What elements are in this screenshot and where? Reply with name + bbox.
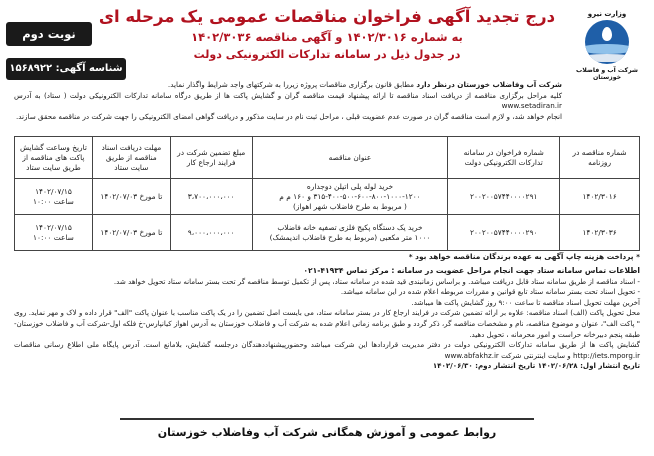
opening-time: ساعت ۱۰:۰۰	[33, 232, 74, 242]
print-cost-note: * پرداخت هزینه چاپ آگهی به عهده برندگان مناقصه خواهد بود *	[408, 252, 640, 261]
abfa-link[interactable]: www.abfakhz.ir	[444, 350, 499, 360]
doc-deadline: تا مورخ ۱۴۰۲/۰۷/۰۳	[92, 179, 170, 215]
intro-text	[14, 80, 562, 122]
col-doc-deadline: مهلت دریافت اسناد مناقصه از طریق سایت ستاد	[92, 137, 170, 179]
tender-title-line: خرید لوله پلی اتیلن دوجداره	[306, 181, 394, 191]
opening-datetime	[15, 179, 93, 215]
col-guarantee: مبلغ تضمین شرکت در فرایند ارجاع کار	[170, 137, 252, 179]
intro-process: کلیه مراحل برگزاری مناقصه از دریافت اسناد مناقصه تا ارائه پیشنهاد قیمت مناقصه گران و گشایش پاکت ها از طریق درگاه سامانه تدارکات الکترونیکی دولت ( ستاد) به آدرس	[14, 90, 562, 100]
info-item: - اسناد مناقصه از طریق سامانه ستاد قابل دریافت میباشد. و براساس زمانبندی قید شده در سامانه ستاد، پس از تکمیل توسط مناقصه گر تحت بستر سامانه ستاد تحویل خواهد شد.	[113, 276, 640, 286]
system-number: ۲۰۰۲۰۰۵۷۴۴۰۰۰۰۲۹۰	[448, 215, 560, 251]
col-open-date: تاریخ وساعت گشایش پاکت های مناقصه از طریق سایت ستاد	[15, 137, 93, 179]
company-name: شرکت آب و فاضلاب خوزستان	[576, 67, 638, 81]
info-item	[14, 340, 640, 361]
notice-id-badge: شناسه آگهی: ۱۵۶۸۹۲۲	[6, 58, 126, 80]
intro-registration: انجام خواهد شد، و لازم است مناقصه گران در صورت عدم عضویت قبلی ، مراحل ثبت نام در سایت مذکور و دریافت گواهی امضای الکترونیکی را جهت شرکت در مناقصه محقق سازند.	[16, 111, 562, 121]
intro-company: شرکت آب وفاضلاب خوزستان درنظر دارد	[416, 80, 562, 89]
doc-deadline: تا مورخ ۱۴۰۲/۰۷/۰۳	[92, 215, 170, 251]
info-item: محل تحویل پاکت (الف) اسناد مناقصه: علاوه بر ارائه تضمین شرکت در فرایند ارجاع کار در بستر سامانه ستاد، می بایست اصل تضمین را در یک پاکت مناسب با عنوان پاکت "الف" قرار داده و لاک و مهر نماید. روی " پاکت الف"، عنوان و موضوع مناقصه، نام و مشخصات مناقصه گر، ذکر گردد و طبق برنامه زمانی اعلام شده به شرکت آب و فاضلاب خوزستان به آدرس اهواز کیانپارس-خ فلکه اول-شرکت آب و فاضلاب خوزستان- طبقه پنجم دبیرخانه حراست و امور محرمانه ، تحویل دهید.	[14, 308, 640, 339]
round-badge: نوبت دوم	[6, 22, 92, 46]
table-row	[15, 179, 640, 215]
ministry-label: وزارت نیرو	[587, 10, 627, 18]
tender-number: ۱۴۰۲/۳۰۱۶	[560, 179, 640, 215]
footer-signature: روابط عمومی و آموزش همگانی شرکت آب وفاضلاب خوزستان	[120, 418, 534, 444]
notice-subtitle-2: در جدول ذیل در سامانه تدارکات الکترونیکی دولت	[193, 48, 461, 61]
col-number: شماره مناقصه در روزنامه	[560, 137, 640, 179]
tender-number: ۱۴۰۲/۳۰۳۶	[560, 215, 640, 251]
notice-headline	[90, 6, 564, 63]
guarantee-amount: ۳،۷۰۰،۰۰۰،۰۰۰	[170, 179, 252, 215]
info-opening-text: گشایش پاکت ها از طریق سامانه تدارکات الکترونیکی دولت در دفتر مدیریت قراردادها این شرکت میباشد وحضورپیشنهاددهندگان درجلسه گشایش، بلامانع است. آدرس پایگاه ملی اطلاع رسانی مناقصات	[14, 340, 640, 350]
col-system-no: شماره فراخوان در سامانه تدارکات الکترونیکی دولت	[448, 137, 560, 179]
publish-dates: تاریخ انتشار اول: ۱۴۰۲/۰۶/۲۸ تاریخ انتشار دوم: ۱۴۰۲/۰۶/۳۰	[432, 361, 640, 371]
table-row	[15, 215, 640, 251]
tender-title	[252, 179, 448, 215]
info-item: - تحویل اسناد تحت بستر سامانه ستاد تابع قوانین و مقررات مربوطه اعلام شده در این سامانه میباشد.	[340, 287, 640, 297]
notice-title: درج تجدید آگهی فراخوان مناقصات عمومی یک مرحله ای	[98, 7, 556, 26]
tender-title-line: ۱۰۰۰ متر مکعبی (مربوط به طرح فاضلاب اندیمشک)	[269, 232, 431, 242]
tender-title	[252, 215, 448, 251]
opening-time: ساعت ۱۰:۰۰	[33, 196, 74, 206]
contact-info	[14, 266, 640, 372]
system-number: ۲۰۰۲۰۰۵۷۴۴۰۰۰۰۲۹۱	[448, 179, 560, 215]
notice-subtitle: به شماره ۱۴۰۲/۳۰۱۶ و آگهی مناقصه ۱۴۰۲/۳۰۳۶	[191, 30, 463, 44]
tenders-table	[14, 136, 640, 251]
table-header-row	[15, 137, 640, 179]
info-opening-mid: و سایت اینترنتی شرکت	[501, 350, 571, 360]
contact-title: اطلاعات تماس سامانه ستاد جهت انجام مراحل عضویت در سامانه : مرکز تماس ۴۱۹۳۴-۰۲۱	[303, 266, 640, 275]
opening-date: ۱۴۰۲/۰۷/۱۵	[35, 186, 72, 196]
opening-date: ۱۴۰۲/۰۷/۱۵	[35, 222, 72, 232]
info-item: آخرین مهلت تحویل اسناد مناقصه تا ساعت ۹:۰۰ روز گشایش پاکت ها میباشد.	[411, 297, 640, 307]
company-logo	[568, 10, 646, 81]
tender-title-line: ۳۱۵-۴۰۰-۵۰۰-۶۰۰-۸۰۰-۱۰۰۰-۱۲۰۰ و ۱۶۰ م م	[279, 191, 421, 201]
tender-title-line: خرید یک دستگاه پکیج فلزی تصفیه خانه فاضلاب	[277, 222, 423, 232]
intro-sentence: مطابق قانون برگزاری مناقصات پروژه زیررا به شرکتهای واجد شرایط واگذار نماید.	[167, 80, 417, 89]
guarantee-amount: ۹،۰۰۰،۰۰۰،۰۰۰	[170, 215, 252, 251]
tender-title-line: ( مربوط به طرح فاضلاب شهر اهواز)	[293, 201, 407, 211]
iets-link[interactable]: http://iets.mporg.ir	[573, 350, 640, 360]
col-title: عنوان مناقصه	[252, 137, 448, 179]
opening-datetime	[15, 215, 93, 251]
water-company-logo-icon	[585, 20, 629, 64]
setad-link[interactable]: www.setadiran.ir	[501, 101, 562, 110]
